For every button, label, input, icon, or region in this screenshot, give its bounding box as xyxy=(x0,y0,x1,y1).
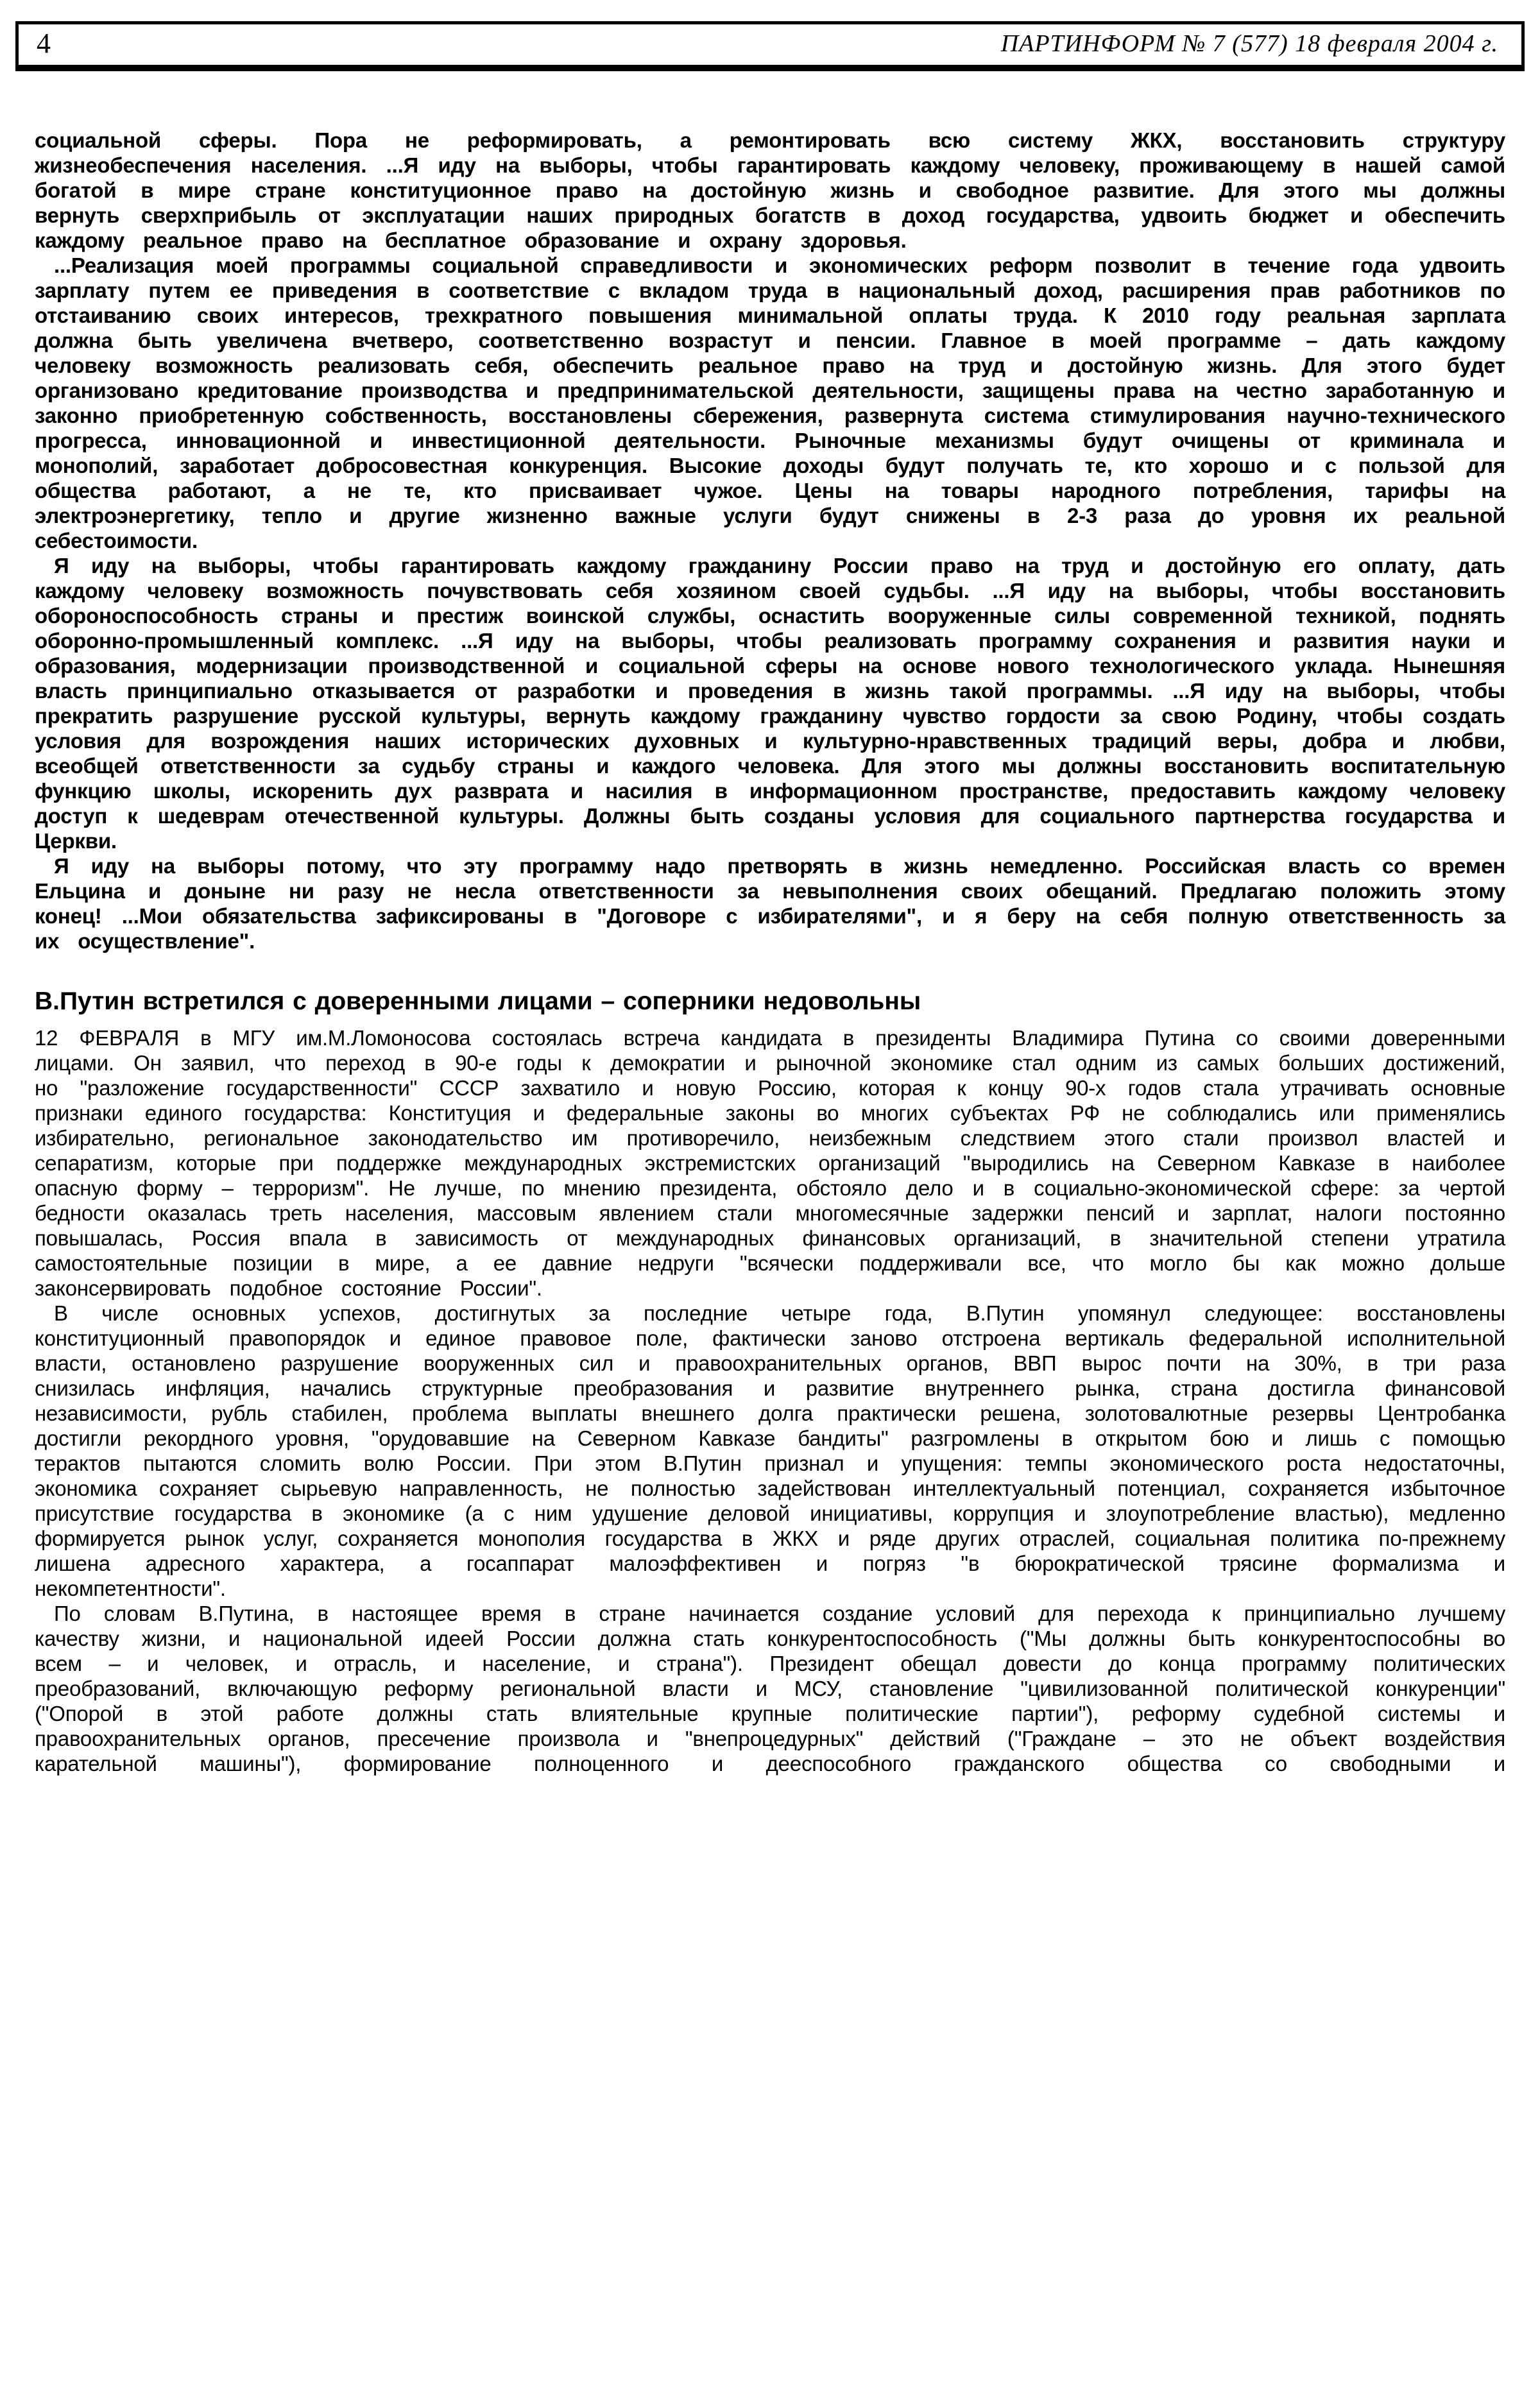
paragraph: По словам В.Путина, в настоящее время в стране начинается создание условий для перехода к принципиально лучшему качеству жизни, и национальной идеей России должна стать конкурентоспособность ("Мы должны быть конкурентоспособны во всем – и человек, и отрасль, и население, и страна"). Президент обещал довести до конца программу политических преобразований, включающую реформу региональной власти и МСУ, становление "цивилизованной политической конкуренции" ("Опорой в этой работе должны стать влиятельные крупные политические партии"), реформу судебной системы и правоохранительных органов, пресечение произвола и "внепроцедурных" действий ("Граждане – это не объект воздействия карательной машины"), формирование полноценного и дееспособного гражданского общества со свободными и xyxy=(35,1602,1505,1775)
paragraph: Я иду на выборы, чтобы гарантировать каждому гражданину России право на труд и достойную его оплату, дать каждому человеку возможность почувствовать себя хозяином своей судьбы. ...Я иду на выборы, чтобы восстановить обороноспособность страны и престиж воинской службы, оснастить вооруженные силы современной техникой, поднять оборонно-промышленный комплекс. ...Я иду на выборы, чтобы реализовать программу сохранения и развития науки и образования, модернизации производственной и социальной сферы на основе нового технологического уклада. Нынешняя власть принципиально отказывается от разработки и проведения в жизнь такой программы. ...Я иду на выборы, чтобы прекратить разрушение русской культуры, вернуть каждому гражданину чувство гордости за свою Родину, чтобы создать условия для возрождения наших исторических духовных и культурно-нравственных традиций веры, добра и любви, всеобщей ответственности за судьбу страны и каждого человека. Для этого мы должны восстановить воспитательную функцию школы, искоренить дух разврата и насилия в информационном пространстве, предоставить каждому человеку доступ к шедеврам отечественной культуры. Должны быть созданы условия для социального партнерства государства и Церкви. xyxy=(35,554,1505,853)
body-section xyxy=(35,1025,1505,1776)
page-number: 4 xyxy=(37,27,51,59)
article-content xyxy=(35,128,1505,1776)
paragraph: 12 ФЕВРАЛЯ в МГУ им.М.Ломоносова состоялась встреча кандидата в президенты Владимира Путина со своими доверенными лицами. Он заявил, что переход в 90-е годы к демократии и рыночной экономике стал одним из самых больших достижений, но "разложение государственности" СССР захватило и новую Россию, которая к концу 90-х годов стала утрачивать основные признаки единого государства: Конституция и федеральные законы во многих субъектах РФ не соблюдались или применялись избирательно, региональное законодательство им противоречило, неизбежным следствием этого стали произвол властей и сепаратизм, которые при поддержке международных экстремистских организаций "выродились на Северном Кавказе в наиболее опасную форму – терроризм". Не лучше, по мнению президента, обстояло дело и в социально-экономической сфере: за чертой бедности оказалась треть населения, массовым явлением стали многомесячные задержки пенсий и зарплат, налоги постоянно повышалась, Россия впала в зависимость от международных финансовых организаций, в значительной степени утратила самостоятельные позиции в мире, а ее давние недруги "всячески поддерживали все, что могло бы как можно дольше законсервировать подобное состояние России". xyxy=(35,1026,1505,1300)
article-heading: В.Путин встретился с доверенными лицами – соперники недовольны xyxy=(35,988,921,1015)
paragraph: социальной сферы. Пора не реформировать, а ремонтировать всю систему ЖКХ, восстановить структуру жизнеобеспечения населения. ...Я иду на выборы, чтобы гарантировать каждому человеку, проживающему в нашей самой богатой в мире стране конституционное право на достойную жизнь и свободное развитие. Для этого мы должны вернуть сверхприбыль от эксплуатации наших природных богатств в доход государства, удвоить бюджет и обеспечить каждому реальное право на бесплатное образование и охрану здоровья. xyxy=(35,128,1505,252)
page-header xyxy=(15,21,1525,71)
paragraph: ...Реализация моей программы социальной справедливости и экономических реформ позволит в течение года удвоить зарплату путем ее приведения в соответствие с вкладом труда в национальный доход, расширения прав работников по отстаиванию своих интересов, трехкратного повышения минимальной оплаты труда. К 2010 году реальная зарплата должна быть увеличена вчетверо, соответственно возрастут и пенсии. Главное в моей программе – дать каждому человеку возможность реализовать себя, обеспечить реальное право на труд и достойную жизнь. Для этого будет организовано кредитование производства и предпринимательской деятельности, защищены права на честно заработанную и законно приобретенную собственность, восстановлены сбережения, развернута система стимулирования научно-технического прогресса, инновационной и инвестиционной деятельности. Рыночные механизмы будут очищены от криминала и монополий, заработает добросовестная конкуренция. Высокие доходы будут получать те, кто хорошо и с пользой для общества работают, а не те, кто присваивает чужое. Цены на товары народного потребления, тарифы на электроэнергетику, тепло и другие жизненно важные услуги будут снижены в 2-3 раза до уровня их реальной себестоимости. xyxy=(35,253,1505,552)
issue-title: ПАРТИНФОРМ № 7 (577) 18 февраля 2004 г. xyxy=(1000,30,1498,57)
paragraph: Я иду на выборы потому, что эту программу надо претворять в жизнь немедленно. Российская власть со времен Ельцина и доныне ни разу не несла ответственности за невыполнения своих обещаний. Предлагаю положить этому конец! ...Мои обязательства зафиксированы в "Договоре с избирателями", и я беру на себя полную ответственность за их осуществление". xyxy=(35,854,1505,953)
paragraph: В числе основных успехов, достигнутых за последние четыре года, В.Путин упомянул следующее: восстановлены конституционный правопорядок и единое правовое поле, фактически заново отстроена вертикаль федеральной исполнительной власти, остановлено разрушение вооруженных сил и правоохранительных органов, ВВП вырос почти на 30%, в три раза снизилась инфляция, начались структурные преобразования и развитие внутреннего рынка, страна достигла финансовой независимости, рубль стабилен, проблема выплаты внешнего долга практически решена, золотовалютные резервы Центробанка достигли рекордного уровня, "орудовавшие на Северном Кавказе бандиты" разгромлены в открытом бою и лишь с помощью терактов пытаются сломить волю России. При этом В.Путин признал и упущения: темпы экономического роста недостаточны, экономика сохраняет сырьевую направленность, не полностью задействован интеллектуальный потенциал, сохраняется избыточное присутствие государства в экономике (а с ним удушение деловой инициативы, коррупция и злоупотребление властью), медленно формируется рынок услуг, сохраняется монополия государства в ЖКХ и ряде других отраслей, социальная политика по-прежнему лишена адресного характера, а госаппарат малоэффективен и погряз "в бюрократической трясине формализма и некомпетентности". xyxy=(35,1301,1505,1600)
lead-section xyxy=(35,128,1505,954)
